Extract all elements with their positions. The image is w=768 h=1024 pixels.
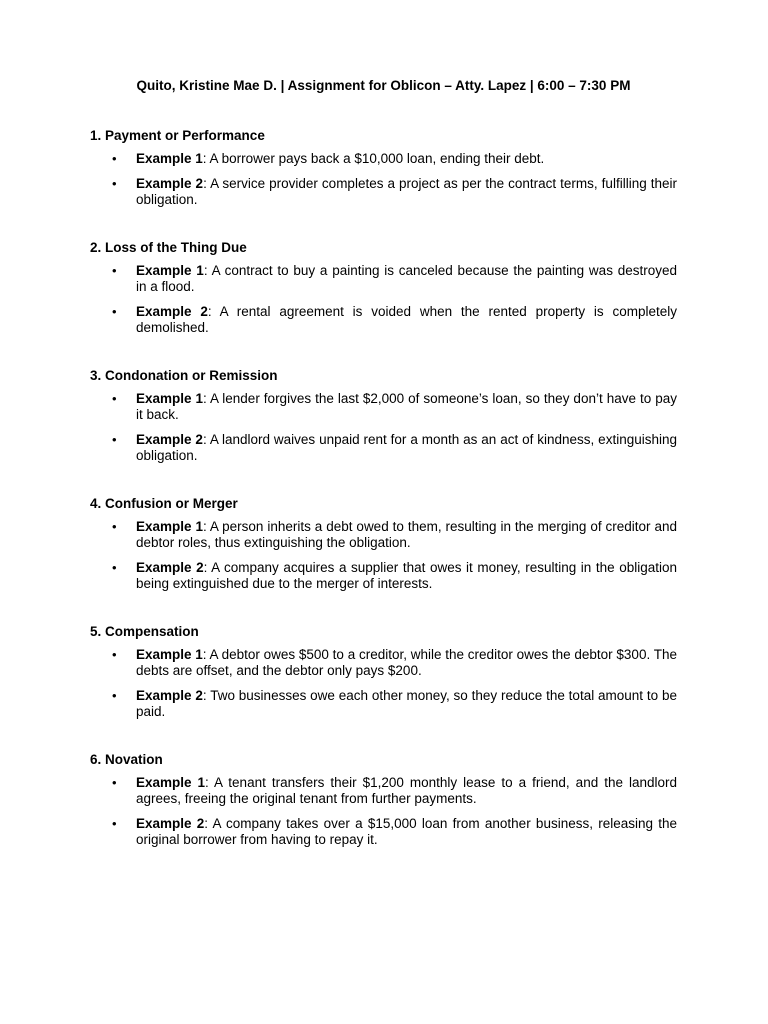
list-item [90, 263, 677, 296]
list-item [90, 775, 677, 808]
example-text: : A company acquires a supplier that owes it money, resulting in the obligation being extinguished due to the merger of interests. [136, 559, 677, 591]
list-item [90, 647, 677, 680]
example-list [90, 775, 677, 849]
section-heading: 3. Condonation or Remission [90, 367, 278, 383]
example-label: Example 1 [136, 262, 204, 278]
bullet-icon: • [112, 815, 117, 831]
example-label: Example 2 [136, 303, 208, 319]
example-text: : A person inherits a debt owed to them, resulting in the merging of creditor and debtor roles, thus extinguishing the obligation. [136, 518, 677, 550]
example-label: Example 1 [136, 774, 206, 790]
section-heading: 1. Payment or Performance [90, 128, 265, 143]
bullet-icon: • [112, 774, 117, 790]
list-item [90, 688, 677, 721]
example-text: : A contract to buy a painting is canceled because the painting was destroyed in a flood. [136, 262, 677, 294]
list-item [90, 560, 677, 593]
bullet-icon: • [112, 390, 117, 406]
list-item [90, 176, 677, 209]
example-label: Example 2 [136, 815, 205, 831]
example-label: Example 1 [136, 646, 203, 662]
example-text: : A debtor owes $500 to a creditor, while the creditor owes the debtor $300. The debts are offset, and the debtor only pays $200. [136, 646, 677, 678]
bullet-icon: • [112, 518, 117, 534]
section-compensation [90, 623, 677, 721]
example-list [90, 391, 677, 465]
example-list [90, 151, 677, 209]
example-label: Example 1 [136, 390, 204, 406]
example-text: : A rental agreement is voided when the rented property is completely demolished. [136, 303, 678, 335]
example-label: Example 2 [136, 559, 204, 575]
example-list [90, 263, 677, 337]
bullet-icon: • [112, 431, 117, 447]
list-item [90, 519, 677, 552]
example-list [90, 647, 677, 721]
section-heading: 2. Loss of the Thing Due [90, 239, 247, 255]
bullet-icon: • [112, 262, 117, 278]
bullet-icon: • [112, 175, 117, 191]
bullet-icon: • [112, 303, 117, 319]
example-text: : Two businesses owe each other money, so they reduce the total amount to be paid. [136, 687, 677, 719]
bullet-icon: • [112, 559, 117, 575]
list-item [90, 151, 677, 168]
section-payment-or-performance [90, 127, 677, 209]
example-list [90, 519, 677, 593]
example-label: Example 2 [136, 175, 204, 191]
document-header: Quito, Kristine Mae D. | Assignment for Oblicon – Atty. Lapez | 6:00 – 7:30 PM [136, 78, 631, 93]
example-label: Example 2 [136, 431, 203, 447]
example-label: Example 2 [136, 687, 203, 703]
example-text: : A service provider completes a project as per the contract terms, fulfilling their obligation. [136, 175, 677, 207]
example-label: Example 1 [136, 151, 203, 166]
list-item [90, 432, 677, 465]
section-condonation-or-remission [90, 367, 677, 465]
example-text: : A landlord waives unpaid rent for a month as an act of kindness, extinguishing obligation. [136, 431, 677, 463]
bullet-icon: • [112, 646, 117, 662]
section-confusion-or-merger [90, 495, 677, 593]
example-text: : A company takes over a $15,000 loan from another business, releasing the original borrower from having to repay it. [136, 815, 678, 847]
section-novation [90, 751, 677, 849]
example-text: : A tenant transfers their $1,200 monthly lease to a friend, and the landlord agrees, freeing the original tenant from further payments. [136, 774, 677, 806]
section-heading: 4. Confusion or Merger [90, 495, 238, 511]
section-heading: 5. Compensation [90, 623, 199, 639]
list-item [90, 304, 677, 337]
example-label: Example 1 [136, 518, 203, 534]
bullet-icon: • [112, 151, 117, 166]
list-item [90, 391, 677, 424]
example-text: : A borrower pays back a $10,000 loan, ending their debt. [202, 151, 545, 166]
section-loss-of-the-thing-due [90, 239, 677, 337]
list-item [90, 816, 677, 849]
section-heading: 6. Novation [90, 751, 163, 767]
bullet-icon: • [112, 687, 117, 703]
example-text: : A lender forgives the last $2,000 of someone’s loan, so they don’t have to pay it back. [136, 390, 677, 422]
